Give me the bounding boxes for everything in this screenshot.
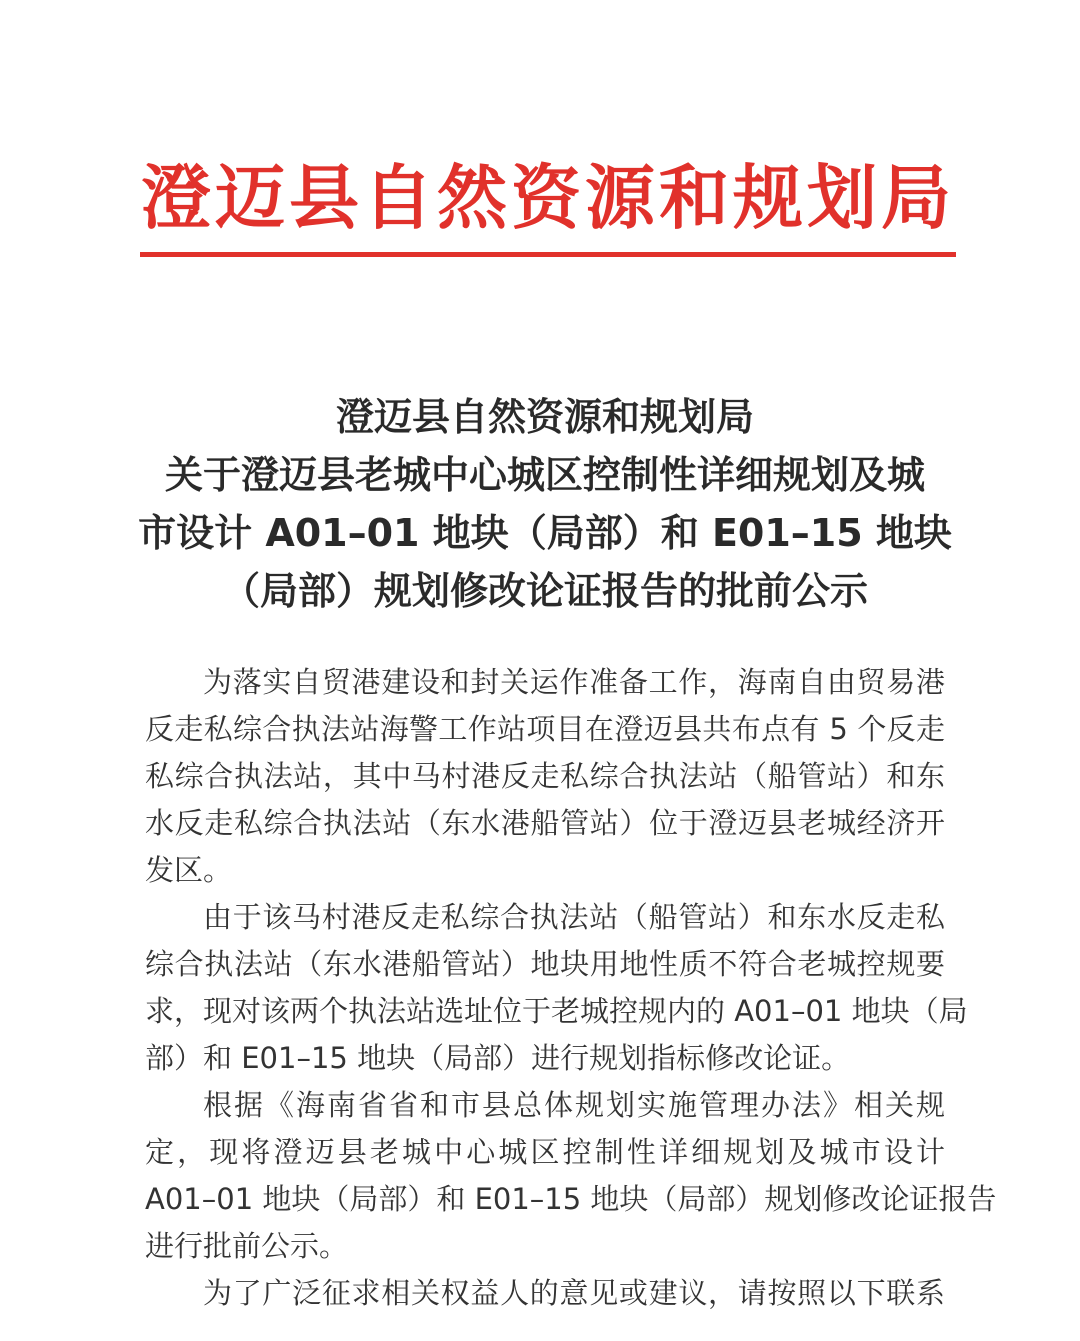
title-line: 关于澄迈县老城中心城区控制性详细规划及城 xyxy=(164,453,925,497)
body-line: 为落实自贸港建设和封关运作准备工作，海南自由贸易港 xyxy=(203,665,945,699)
body-line: 部）和 E01–15 地块（局部）进行规划指标修改论证。 xyxy=(145,1041,851,1075)
body-line: 求，现对该两个执法站选址位于老城控规内的 A01–01 地块（局 xyxy=(145,994,968,1028)
body-line: 为了广泛征求相关权益人的意见或建议，请按照以下联系 xyxy=(203,1276,945,1310)
letterhead-red-divider xyxy=(140,252,956,257)
document-title xyxy=(120,388,970,620)
paragraph-3 xyxy=(145,1082,997,1270)
body-line: 水反走私综合执法站（东水港船管站）位于澄迈县老城经济开 xyxy=(145,806,945,840)
document-body xyxy=(145,659,997,1317)
title-line: 澄迈县自然资源和规划局 xyxy=(335,395,754,439)
body-line: 发区。 xyxy=(145,853,233,887)
body-line: A01–01 地块（局部）和 E01–15 地块（局部）规划修改论证报告 xyxy=(145,1182,997,1216)
body-line: 进行批前公示。 xyxy=(145,1229,349,1263)
title-line: （局部）规划修改论证报告的批前公示 xyxy=(221,569,868,613)
paragraph-4 xyxy=(145,1270,945,1317)
body-line: 定，现将澄迈县老城中心城区控制性详细规划及城市设计 xyxy=(145,1135,945,1169)
letterhead-issuer: 澄迈县自然资源和规划局 xyxy=(141,156,955,239)
title-line: 市设计 A01–01 地块（局部）和 E01–15 地块 xyxy=(138,511,952,555)
body-line: 综合执法站（东水港船管站）地块用地性质不符合老城控规要 xyxy=(145,947,945,981)
paragraph-2 xyxy=(145,894,968,1082)
body-line: 根据《海南省省和市县总体规划实施管理办法》相关规 xyxy=(203,1088,945,1122)
paragraph-1 xyxy=(145,659,945,894)
body-line: 由于该马村港反走私综合执法站（船管站）和东水反走私 xyxy=(203,900,945,934)
body-line: 私综合执法站，其中马村港反走私综合执法站（船管站）和东 xyxy=(145,759,945,793)
body-line: 反走私综合执法站海警工作站项目在澄迈县共布点有 5 个反走 xyxy=(145,712,945,746)
